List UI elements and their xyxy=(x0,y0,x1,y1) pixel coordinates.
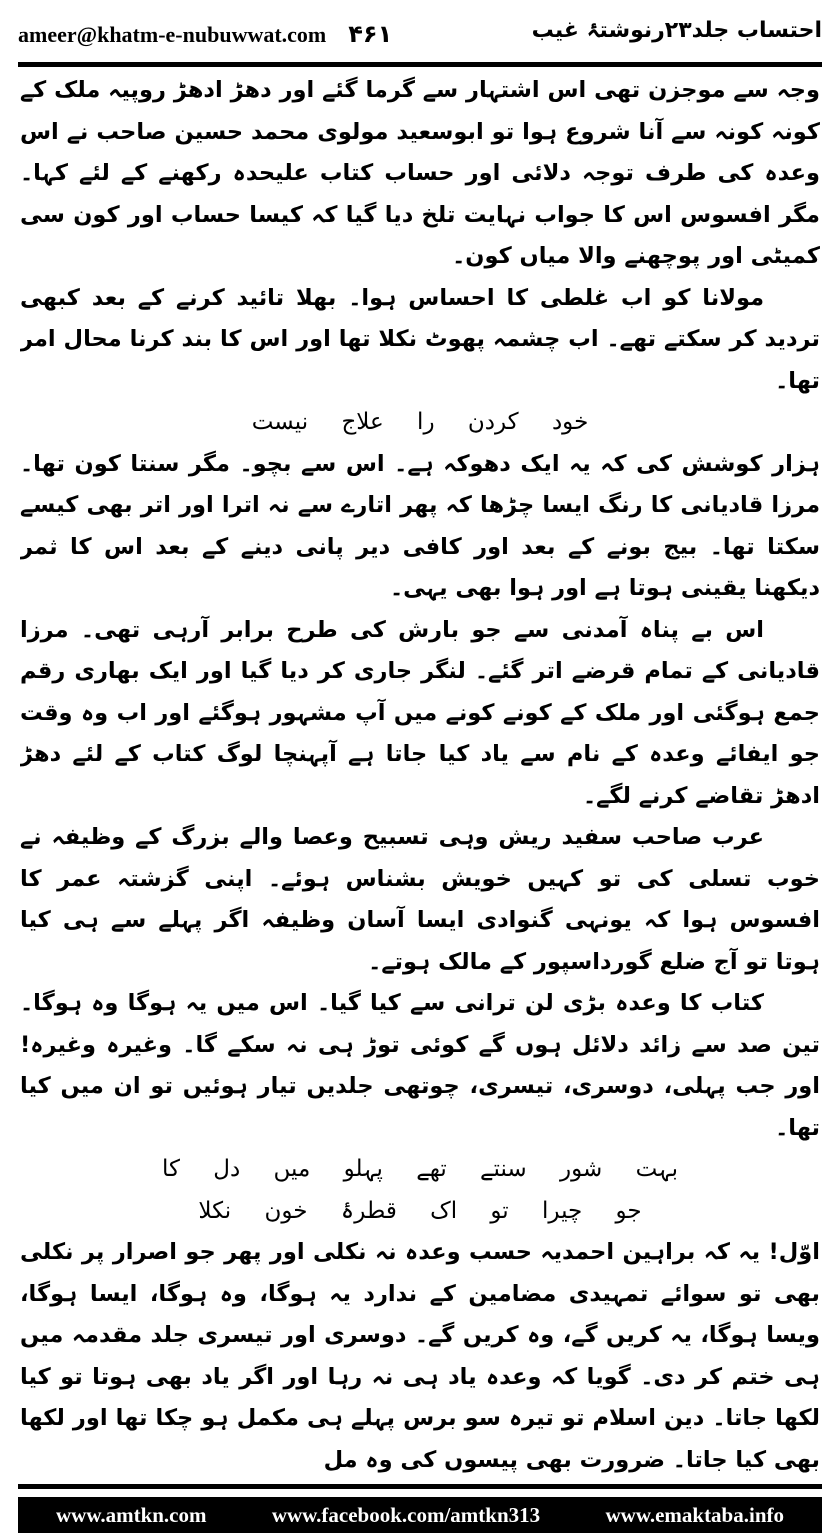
page-number: ۴۶۱ xyxy=(348,20,393,48)
paragraph: مولانا کو اب غلطی کا احساس ہوا۔ بھلا تائید کرنے کے بعد کبھی تردید کر سکتے تھے۔ اب چشمہ پھوٹ نکلا تھا اور اس کا بند کرنا محال امر تھا۔ xyxy=(20,284,820,394)
book-title: احتساب جلد۲۳رنوشتۂ غیب xyxy=(531,18,822,43)
page-body xyxy=(20,70,820,1475)
urdu-verse-line-2: جو چیرا تو اک قطرۂ خون نکلا xyxy=(198,1197,642,1224)
paragraph: وجہ سے موجزن تھی اس اشتہار سے گرما گئے اور دھڑ ادھڑ روپیہ ملک کے کونہ کونہ سے آنا شروع ہوا تو ابوسعید مولوی محمد حسین صاحب نے اس وعدہ کی طرف توجہ دلائی اور حساب کتاب علیحدہ رکھنے کے لئے کہا۔ مگر افسوس اس کا جواب نہایت تلخ دیا گیا کہ کیسا حساب اور کون سی کمیٹی اور پوچھنے والا میاں کون۔ xyxy=(20,77,820,269)
footer-rule xyxy=(18,1484,822,1489)
paragraph: کتاب کا وعدہ بڑی لن ترانی سے کیا گیا۔ اس میں یہ ہوگا وہ ہوگا۔ تین صد سے زائد دلائل ہوں گے کوئی توڑ ہی نہ سکے گا۔ وغیرہ وغیرہ! اور جب پہلی، دوسری، تیسری، چوتھی جلدیں تیار ہوئیں تو ان میں کیا تھا۔ xyxy=(20,990,820,1141)
footer-link-amtkn: www.amtkn.com xyxy=(56,1502,207,1527)
page-header xyxy=(18,14,822,56)
persian-verse: خود کردن را علاج نیست xyxy=(251,409,589,435)
paragraph: اوّل! یہ کہ براہین احمدیہ حسب وعدہ نہ نکلی اور پھر جو اصرار پر نکلی بھی تو سوائے تمہیدی مضامین کے ندارد یہ ہوگا، وہ ہوگا، ایسا ہوگا، ویسا ہوگا، یہ کریں گے، وہ کریں گے۔ دوسری اور تیسری جلد مقدمہ میں ہی ختم کر دی۔ گویا کہ وعدہ یاد ہی نہ رہا اور اگر یاد بھی ہوتا تو کیا لکھا جاتا۔ دین اسلام تو تیرہ سو برس پہلے ہی مکمل ہو چکا تھا اور لکھا بھی کیا جاتا۔ ضرورت بھی پیسوں کی وہ مل xyxy=(20,1239,820,1473)
header-email: ameer@khatm-e-nubuwwat.com xyxy=(18,22,327,47)
paragraph: عرب صاحب سفید ریش وہی تسبیح وعصا والے بزرگ کے وظیفہ نے خوب تسلی کی تو کہیں خویش بشناس ہوئے۔ اپنی گزشتہ عمر کا افسوس ہوا کہ یونہی گنوادی ایسا آسان وظیفہ اگر پہلے سے ہی کیا ہوتا تو آج ضلع گورداسپور کے مالک ہوتے۔ xyxy=(20,824,820,975)
paragraph: اس بے پناہ آمدنی سے جو بارش کی طرح برابر آرہی تھی۔ مرزا قادیانی کے تمام قرضے اتر گئے۔ لنگر جاری کر دیا گیا اور ایک بھاری رقم جمع ہوگئی اور ملک کے کونے کونے میں آپ مشہور ہوگئے اور اب وہ وقت جو ایفائے وعدہ کے نام سے یاد کیا جاتا ہے آپہنچا لوگ کتاب کے لئے دھڑ ادھڑ تقاضے کرنے لگے۔ xyxy=(20,616,820,809)
header-left xyxy=(18,20,392,48)
footer-link-emaktaba: www.emaktaba.info xyxy=(605,1502,784,1527)
paragraph: ہزار کوشش کی کہ یہ ایک دھوکہ ہے۔ اس سے بچو۔ مگر سنتا کون تھا۔ مرزا قادیانی کا رنگ ایسا چڑھا کہ پھر اتارے سے نہ اترا اور اتر بھی کیسے سکتا تھا۔ بیج بونے کے بعد اور کافی دیر پانی دینے کے بعد اس کا ثمر دیکھنا یقینی ہوتا ہے اور ہوا بھی یہی۔ xyxy=(20,450,820,601)
header-rule xyxy=(18,62,822,67)
page-footer xyxy=(18,1497,822,1533)
urdu-verse-line-1: بہت شور سنتے تھے پہلو میں دل کا xyxy=(161,1156,679,1182)
footer-link-facebook: www.facebook.com/amtkn313 xyxy=(271,1502,541,1527)
